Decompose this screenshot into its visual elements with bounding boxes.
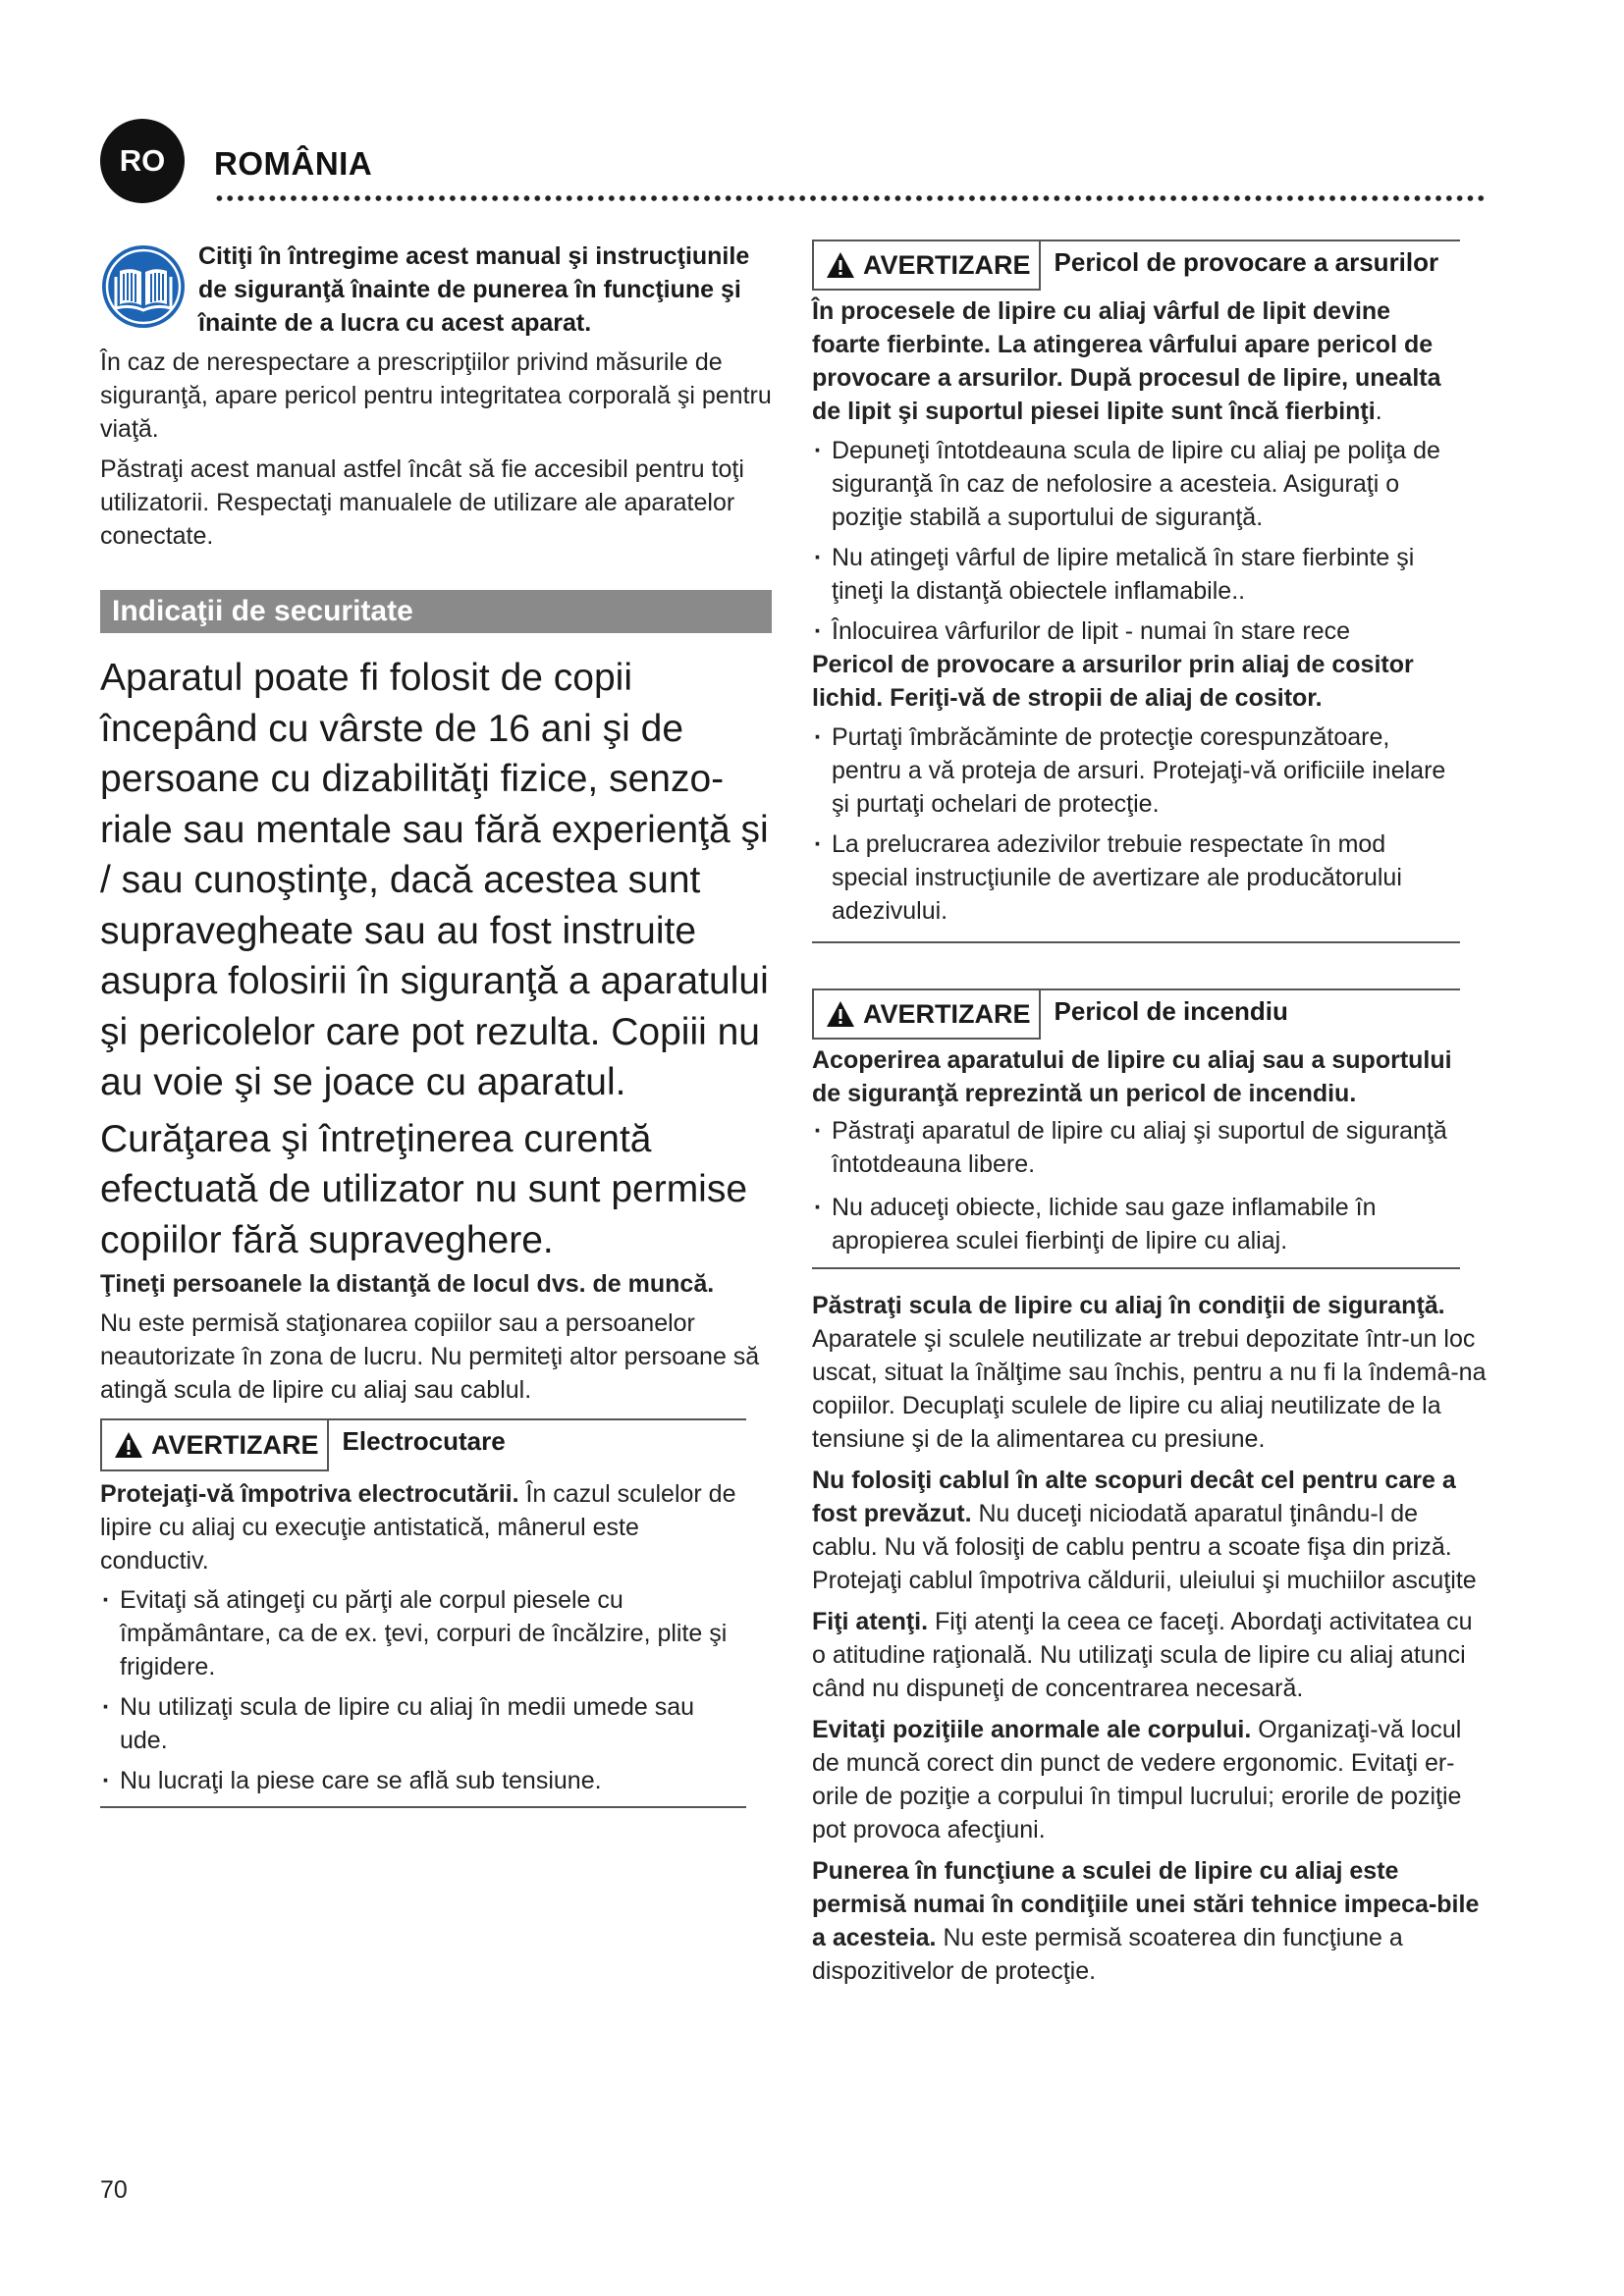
paragraph-bold: Nu folosiţi cablul în alte scopuri decât cel pentru care a fost prevăzut. [812, 1467, 1456, 1527]
right-column [812, 240, 1489, 1988]
paragraph-bold: Evitaţi poziţiile anormale ale corpului. [812, 1716, 1252, 1743]
warning-title: Pericol de provocare a arsurilor [1054, 247, 1439, 277]
paragraph-attention [812, 1605, 1489, 1705]
paragraph-text: Organizaţi-vă locul de muncă corect din punct de vedere ergonomic. Evitaţi er-orile de poziţie a corpului în timpul lucrului; erorile de poziţie pot provoca afecţiuni. [812, 1716, 1462, 1843]
paragraph-operation [812, 1854, 1489, 1988]
list-item: · La prelucrarea adezivilor trebuie respectate în mod special instrucţiunile de avertizare ale producătorului adezivului. [812, 828, 1460, 928]
paragraph-bold: Păstraţi scula de lipire cu aliaj în condiţii de siguranţă. [812, 1292, 1445, 1319]
fire-list [812, 1114, 1460, 1257]
section-rule [812, 941, 1460, 943]
warning-triangle-icon [826, 251, 855, 279]
intro-paragraph-1: În caz de nerespectare a prescripţiilor privind măsurile de siguranţă, apare pericol pentru integritatea corporală şi pentru viaţă. [100, 348, 772, 443]
warning-electrocution [100, 1418, 746, 1808]
left-column [100, 240, 772, 1808]
electrocution-list [100, 1583, 746, 1797]
warning-burns [812, 240, 1460, 943]
warning-title: Pericol de incendiu [1054, 996, 1288, 1026]
paragraph-cable [812, 1464, 1489, 1597]
paragraph-text: Nu este permisă scoaterea din funcţiune a dispozitivelor de protecţie. [812, 1924, 1403, 1985]
list-item: · Păstraţi aparatul de lipire cu aliaj şi suportul de siguranţă întotdeauna libere. [812, 1114, 1460, 1181]
keep-away-text: Nu este permisă staţionarea copiilor sau a persoanelor neautorizate în zona de lucru. Nu permiteţi altor persoane să atingă scula de lipire cu aliaj sau cablul. [100, 1309, 760, 1404]
intro-paragraph-2: Păstraţi acest manual astfel încât să fie accesibil pentru toţi utilizatorii. Respectaţi manualele de utilizare ale aparatelor conectate. [100, 455, 744, 550]
paragraph-posture [812, 1713, 1489, 1846]
keep-away-heading: Ţineţi persoanele la distanţă de locul dvs. de muncă. [100, 1270, 715, 1298]
cleaning-notice: Curăţarea şi întreţinerea curentă efectuată de utilizator nu sunt permise copiilor fără supraveghere. [100, 1117, 748, 1261]
warning-header [100, 1418, 746, 1471]
burn-lead [812, 294, 1460, 428]
read-manual-icon [100, 243, 187, 330]
electrocution-lead-bold: Protejaţi-vă împotriva electrocutării. [100, 1480, 519, 1508]
warning-fire [812, 988, 1460, 1269]
warning-badge [100, 1420, 329, 1471]
paragraph-storage [812, 1289, 1489, 1456]
section-heading: Indicaţii de securitate [100, 590, 772, 633]
warning-triangle-icon [114, 1431, 143, 1459]
section-rule [100, 1806, 746, 1808]
paragraph-text: Aparatele şi sculele neutilizate ar trebui depozitate într-un loc uscat, situat la înălţime sau închis, pentru a nu fi la îndemâ-na copiilor. Decuplaţi sculele de lipire cu aliaj neutilizate de la tensiune şi de la alimentarea cu presiune. [812, 1325, 1487, 1453]
general-paragraphs [812, 1289, 1489, 1988]
list-item: · Nu atingeţi vârful de lipire metalică în stare fierbinte şi ţineţi la distanţă obiectele inflamabile.. [812, 541, 1460, 608]
list-item: · Nu lucraţi la piese care se află sub tensiune. [100, 1764, 746, 1797]
intro-block [100, 240, 772, 340]
warning-label: AVERTIZARE [863, 998, 1031, 1029]
list-item: · Nu aduceţi obiecte, lichide sau gaze inflamabile în apropierea sculei fierbinţi de lipire cu aliaj. [812, 1191, 1460, 1257]
list-item: · Evitaţi să atingeţi cu părţi ale corpul piesele cu împământare, ca de ex. ţevi, corpuri de încălzire, plite şi frigidere. [100, 1583, 746, 1683]
page-number: 70 [100, 2176, 128, 2204]
burn-list-2 [812, 721, 1460, 928]
list-item: · Purtaţi îmbrăcăminte de protecţie corespunzătoare, pentru a vă proteja de arsuri. Protejaţi-vă orificiile inelare şi purtaţi ochelari de protecţie. [812, 721, 1460, 821]
warning-title: Electrocutare [342, 1426, 506, 1456]
list-item: · Depuneţi întotdeauna scula de lipire cu aliaj pe poliţa de siguranţă în caz de nefolosire a acesteia. Asiguraţi o poziţie stabilă a suportului de siguranţă. [812, 434, 1460, 534]
list-item: · Înlocuirea vârfurilor de lipit - numai în stare rece [812, 614, 1460, 648]
warning-header [812, 988, 1460, 1040]
warning-label: AVERTIZARE [863, 249, 1031, 280]
paragraph-bold: Fiţi atenţi. [812, 1608, 929, 1635]
paragraph-bold: Punerea în funcţiune a sculei de lipire cu aliaj este permisă numai în condiţiile unei stări tehnice impeca-bile a acesteia. [812, 1857, 1480, 1951]
list-item: · Nu utilizaţi scula de lipire cu aliaj în medii umede sau ude. [100, 1690, 746, 1757]
warning-header [812, 240, 1460, 291]
warning-triangle-icon [826, 1000, 855, 1028]
burn-lead-end: . [1375, 398, 1382, 425]
intro-bold-text: Citiţi în întregime acest manual şi instrucţiunile de siguranţă înainte de punerea în funcţiune şi înainte de a lucra cu acest aparat. [198, 242, 750, 337]
paragraph-text: Nu duceţi niciodată aparatul ţinându-l de cablu. Nu vă folosiţi de cablu pentru a scoate fişa din priză. Protejaţi cablul împotriva căldurii, uleiului şi muchiilor ascuţite [812, 1500, 1477, 1594]
dotted-divider [214, 194, 1487, 202]
electrocution-lead-text: În cazul sculelor de lipire cu aliaj cu execuţie antistatică, mânerul este conductiv. [100, 1480, 736, 1575]
language-badge: RO [100, 119, 185, 203]
section-rule [812, 1267, 1460, 1269]
burn-lead-bold: În procesele de lipire cu aliaj vârful de lipit devine foarte fierbinte. La atingerea vârfului apare pericol de provocare a arsurilor. După procesul de lipire, unealta de lipit şi suportul piesei lipite sunt încă fierbinţi [812, 297, 1441, 425]
warning-badge [812, 990, 1041, 1040]
burn-sub-heading: Pericol de provocare a arsurilor prin aliaj de cositor lichid. Feriţi-vă de stropii de aliaj de cositor. [812, 651, 1414, 712]
language-title: ROMÂNIA [214, 145, 373, 182]
warning-label: AVERTIZARE [151, 1429, 319, 1460]
burn-list-1 [812, 434, 1460, 648]
paragraph-text: Fiţi atenţi la ceea ce faceţi. Abordaţi activitatea cu o atitudine raţională. Nu utilizaţi scula de lipire cu aliaj atunci când nu dispuneţi de concentrarea necesară. [812, 1608, 1473, 1702]
electrocution-lead [100, 1477, 746, 1577]
fire-lead: Acoperirea aparatului de lipire cu aliaj sau a suportului de siguranţă reprezintă un pericol de incendiu. [812, 1046, 1452, 1107]
children-use-notice: Aparatul poate fi folosit de copii începând cu vârste de 16 ani şi de persoane cu dizabilităţi fizice, senzo-riale sau mentale sau fără experienţă şi / sau cunoştinţe, dacă acestea sunt supravegheate sau au fost instruite asupra folosirii în siguranţă a aparatului şi pericolelor care pot rezulta. Copiii nu au voie şi se joace cu aparatul. [100, 657, 769, 1103]
warning-badge [812, 241, 1041, 291]
